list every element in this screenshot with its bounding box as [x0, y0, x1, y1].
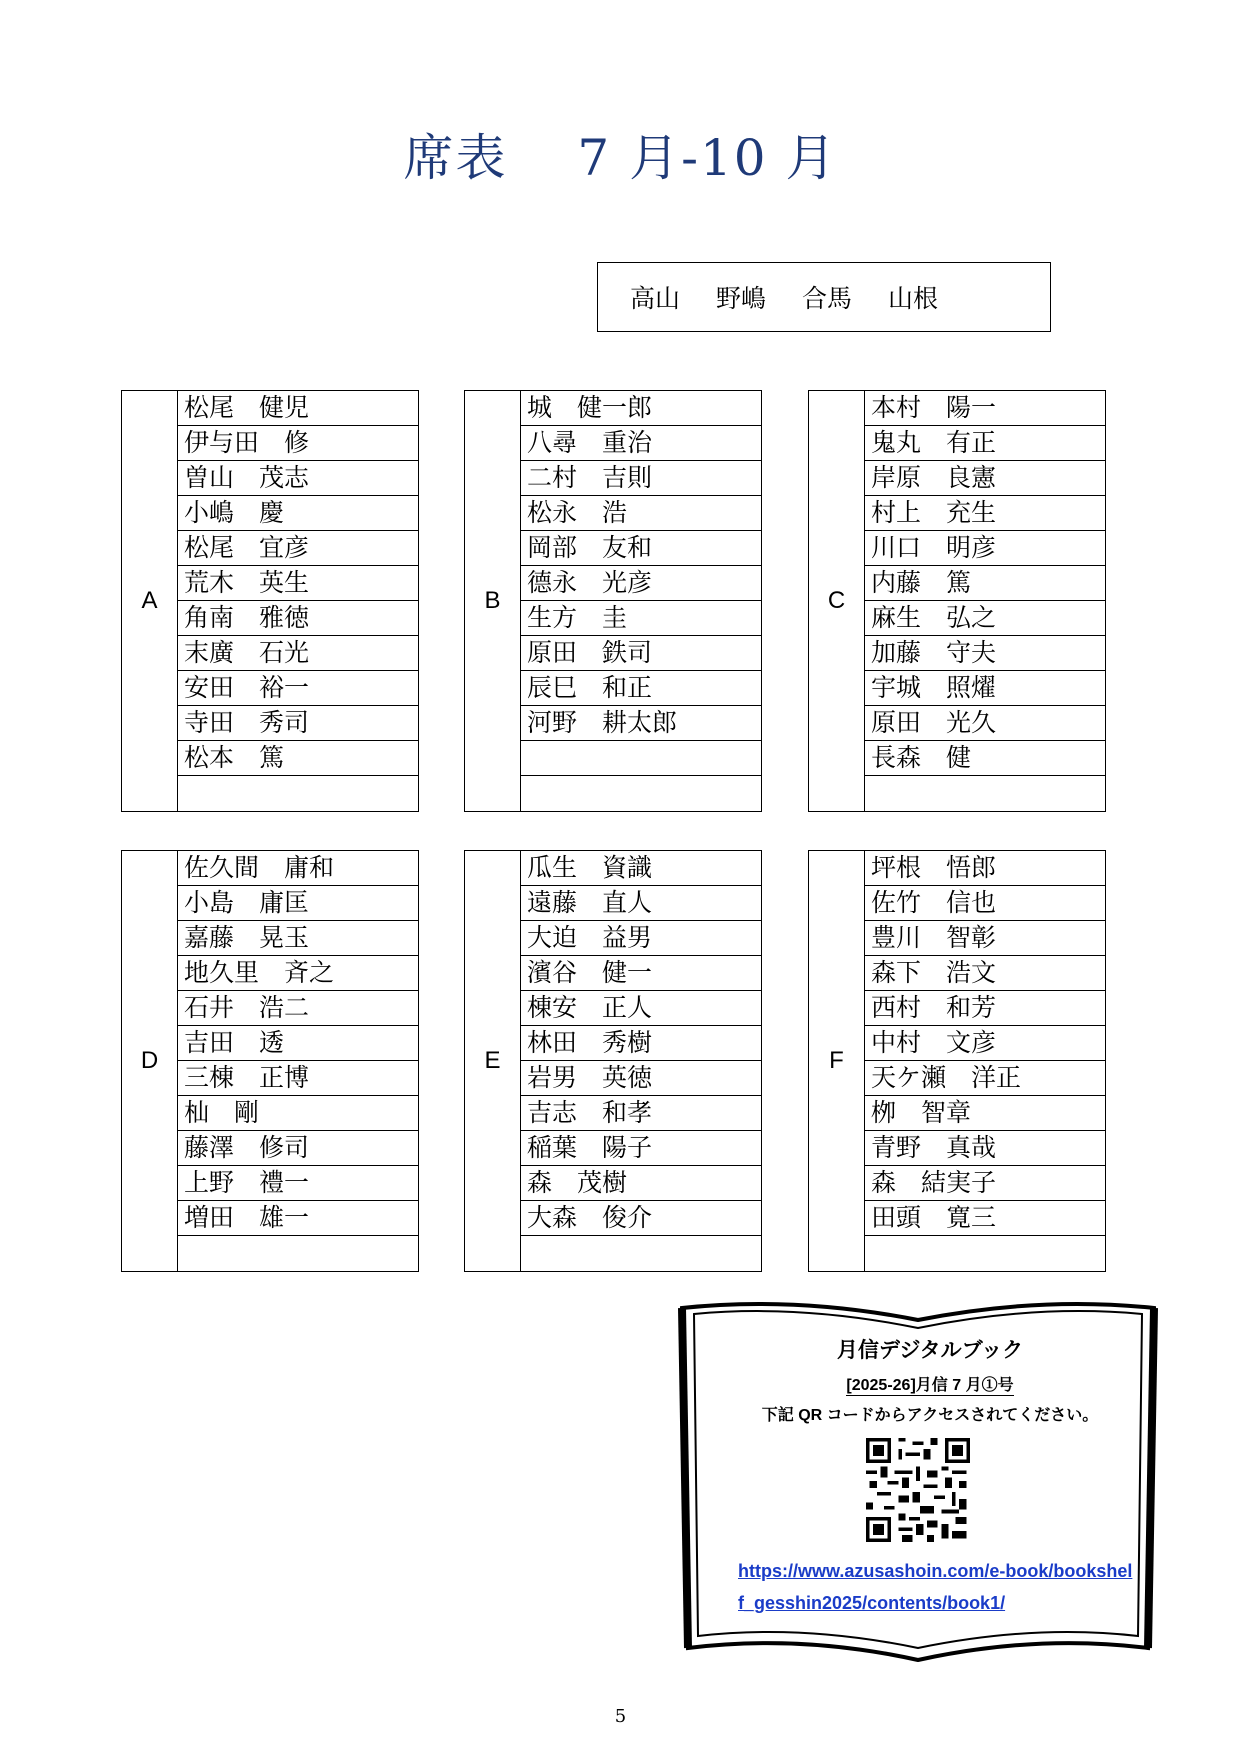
seat-row: 荒木 英生 — [178, 566, 418, 601]
seat-row — [521, 1236, 761, 1271]
seat-list — [178, 851, 418, 1271]
seat-list — [521, 391, 761, 811]
table-a — [121, 390, 419, 812]
seat-row: 杣 剛 — [178, 1096, 418, 1131]
table-e — [464, 850, 762, 1272]
seat-row: 加藤 守夫 — [865, 636, 1105, 671]
seat-row: 大迫 益男 — [521, 921, 761, 956]
seat-row: 長森 健 — [865, 741, 1105, 776]
seat-row: 小島 庸匡 — [178, 886, 418, 921]
seat-row: 中村 文彦 — [865, 1026, 1105, 1061]
table-f — [808, 850, 1106, 1272]
seat-row: 村上 充生 — [865, 496, 1105, 531]
seat-list — [521, 851, 761, 1271]
seat-row: 岸原 良憲 — [865, 461, 1105, 496]
seat-list — [865, 851, 1105, 1271]
seat-row: 坪根 悟郎 — [865, 851, 1105, 886]
seat-row: 末廣 石光 — [178, 636, 418, 671]
head-seat-2: 野嶋 — [716, 284, 767, 313]
seat-row: 宇城 照燿 — [865, 671, 1105, 706]
seat-row: 佐久間 庸和 — [178, 851, 418, 886]
seat-row: 松永 浩 — [521, 496, 761, 531]
head-table — [597, 262, 1051, 332]
seat-row: 森 茂樹 — [521, 1166, 761, 1201]
seat-row — [521, 776, 761, 811]
page-number: 5 — [614, 1706, 627, 1727]
qr-code-icon[interactable] — [866, 1438, 970, 1542]
seat-row: 増田 雄一 — [178, 1201, 418, 1236]
seat-row: 吉志 和孝 — [521, 1096, 761, 1131]
table-label: C — [809, 391, 865, 811]
table-c — [808, 390, 1106, 812]
head-seat-1: 高山 — [630, 284, 681, 313]
table-b — [464, 390, 762, 812]
seat-row: 松尾 健児 — [178, 391, 418, 426]
seat-row: 辰巳 和正 — [521, 671, 761, 706]
table-label: A — [122, 391, 178, 811]
seat-row: 嘉藤 晃玉 — [178, 921, 418, 956]
table-d — [121, 850, 419, 1272]
seat-row: 松本 篤 — [178, 741, 418, 776]
seat-row — [521, 741, 761, 776]
page-title: 席表 7 月-10 月 — [403, 129, 838, 187]
seat-row: 栁 智章 — [865, 1096, 1105, 1131]
seat-row: 藤澤 修司 — [178, 1131, 418, 1166]
seat-row: 上野 禮一 — [178, 1166, 418, 1201]
head-seat-3: 合馬 — [802, 284, 853, 313]
seat-row: 瓜生 資識 — [521, 851, 761, 886]
table-label: B — [465, 391, 521, 811]
seat-row: 原田 鉄司 — [521, 636, 761, 671]
table-label: D — [122, 851, 178, 1271]
seat-row: 伊与田 修 — [178, 426, 418, 461]
seat-row: 天ケ瀬 洋正 — [865, 1061, 1105, 1096]
seat-row: 地久里 斉之 — [178, 956, 418, 991]
promo-title: 月信デジタルブック — [836, 1339, 1024, 1362]
seat-row: 曽山 茂志 — [178, 461, 418, 496]
book-url-link[interactable]: https://www.azusashoin.com/e-book/bookshelf_gesshin2025/contents/book1/ — [738, 1561, 1133, 1613]
seat-row: 吉田 透 — [178, 1026, 418, 1061]
seat-row: 棟安 正人 — [521, 991, 761, 1026]
seat-row: 小嶋 慶 — [178, 496, 418, 531]
seat-row: 豊川 智彰 — [865, 921, 1105, 956]
seat-row: 原田 光久 — [865, 706, 1105, 741]
seat-row: 岩男 英徳 — [521, 1061, 761, 1096]
seat-row: 松尾 宜彦 — [178, 531, 418, 566]
seat-row: 角南 雅徳 — [178, 601, 418, 636]
seat-row: 三棟 正博 — [178, 1061, 418, 1096]
table-label: E — [465, 851, 521, 1271]
seat-row: 寺田 秀司 — [178, 706, 418, 741]
seat-row — [178, 1236, 418, 1271]
seat-row: 遠藤 直人 — [521, 886, 761, 921]
seat-row: 石井 浩二 — [178, 991, 418, 1026]
head-seat-4: 山根 — [888, 284, 939, 313]
seat-row: 安田 裕一 — [178, 671, 418, 706]
seat-list — [178, 391, 418, 811]
seat-row — [178, 776, 418, 811]
seat-row: 内藤 篤 — [865, 566, 1105, 601]
seat-row: 德永 光彦 — [521, 566, 761, 601]
seat-row: 八尋 重治 — [521, 426, 761, 461]
seat-row: 田頭 寛三 — [865, 1201, 1105, 1236]
seat-row: 岡部 友和 — [521, 531, 761, 566]
seat-row: 生方 圭 — [521, 601, 761, 636]
seat-row: 青野 真哉 — [865, 1131, 1105, 1166]
seat-list — [865, 391, 1105, 811]
seat-row: 森下 浩文 — [865, 956, 1105, 991]
seat-row: 本村 陽一 — [865, 391, 1105, 426]
seat-row: 麻生 弘之 — [865, 601, 1105, 636]
promo-note: 下記 QR コードからアクセスされてください。 — [761, 1407, 1099, 1424]
seat-row: 濱谷 健一 — [521, 956, 761, 991]
seat-row: 川口 明彦 — [865, 531, 1105, 566]
seat-row: 河野 耕太郎 — [521, 706, 761, 741]
seat-row: 稲葉 陽子 — [521, 1131, 761, 1166]
table-label: F — [809, 851, 865, 1271]
seat-row: 二村 吉則 — [521, 461, 761, 496]
promo-issue: [2025-26]月信 7 月①号 — [846, 1372, 1013, 1396]
seat-row — [865, 1236, 1105, 1271]
digital-book-promo — [720, 1330, 1140, 1425]
seat-row: 佐竹 信也 — [865, 886, 1105, 921]
seat-row: 林田 秀樹 — [521, 1026, 761, 1061]
seat-row: 鬼丸 有正 — [865, 426, 1105, 461]
seat-row: 大森 俊介 — [521, 1201, 761, 1236]
seat-row: 城 健一郎 — [521, 391, 761, 426]
seat-row: 森 結実子 — [865, 1166, 1105, 1201]
seat-row — [865, 776, 1105, 811]
seat-row: 西村 和芳 — [865, 991, 1105, 1026]
